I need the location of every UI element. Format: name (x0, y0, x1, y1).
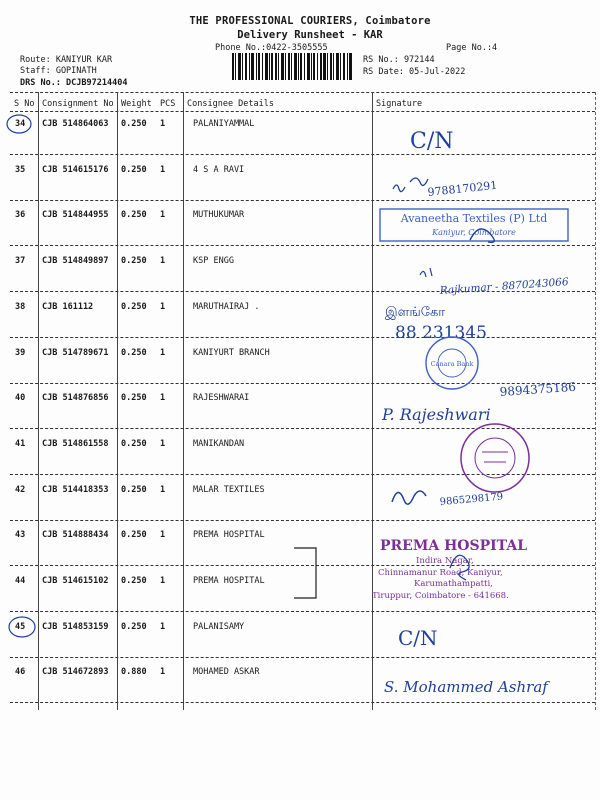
row-weight: 0.250 (121, 256, 147, 266)
row-weight: 0.250 (121, 530, 147, 540)
avaneetha-stamp-line1: Avaneetha Textiles (P) Ltd (400, 212, 548, 225)
table-row (0, 622, 600, 668)
table-top-rule (10, 92, 595, 93)
header-bottom-rule (10, 111, 595, 112)
handwriting-row-40-name: P. Rajeshwari (382, 405, 491, 424)
row-weight: 0.250 (121, 576, 147, 586)
table-row (0, 256, 600, 302)
prema-stamp-line2: Indira Nagar, (416, 556, 474, 566)
drs-number: DRS No.: DCJB97214404 (20, 78, 128, 88)
column-header-consignment: Consignment No (42, 99, 114, 109)
row-separator (10, 520, 595, 521)
row-consignee: PALANISAMY (193, 622, 245, 632)
table-row (0, 439, 600, 485)
row-separator (10, 291, 595, 292)
row-consignment-no: CJB 514888434 (42, 530, 109, 540)
row-consignment-no: CJB 514615102 (42, 576, 109, 586)
row-pcs: 1 (160, 530, 166, 540)
row-pcs: 1 (160, 119, 166, 129)
signature-row-46: S. Mohammed Ashraf (384, 678, 548, 696)
column-header-consignee: Consignee Details (187, 99, 274, 109)
row-consignee: KANIYURT BRANCH (193, 348, 270, 358)
rs-date: RS Date: 05-Jul-2022 (363, 67, 466, 77)
column-header-weight: Weight (121, 99, 152, 109)
row-sno: 35 (15, 165, 26, 175)
row-pcs: 1 (160, 439, 166, 449)
row-separator (10, 611, 595, 612)
row-pcs: 1 (160, 576, 166, 586)
phone-row-35: 9788170291 (426, 178, 498, 199)
row-pcs: 1 (160, 165, 166, 175)
phone-number: Phone No.:0422-3505555 (215, 43, 328, 53)
row-pcs: 1 (160, 348, 166, 358)
row-separator (10, 154, 595, 155)
table-row (0, 576, 600, 622)
row-pcs: 1 (160, 485, 166, 495)
column-header-signature: Signature (376, 99, 423, 109)
row-consignment-no: CJB 514853159 (42, 622, 109, 632)
table-row (0, 393, 600, 439)
row-separator (10, 657, 595, 658)
row-weight: 0.250 (121, 119, 147, 129)
row-consignment-no: CJB 514672893 (42, 667, 109, 677)
row-consignment-no: CJB 514615176 (42, 165, 109, 175)
row-sno: 44 (15, 576, 26, 586)
handwriting-row-38-name: இளங்கோ (385, 305, 446, 320)
row-consignee: MALAR TEXTILES (193, 485, 265, 495)
row-consignee: RAJESHWARAI (193, 393, 250, 403)
row-consignment-no: CJB 514849897 (42, 256, 109, 266)
row-consignee: MANIKANDAN (193, 439, 245, 449)
row-pcs: 1 (160, 622, 166, 632)
handwriting-row-40-phone: 9894375186 (499, 379, 577, 399)
row-separator (10, 200, 595, 201)
row-consignee: PREMA HOSPITAL (193, 576, 265, 586)
row-consignment-no: CJB 161112 (42, 302, 94, 312)
row-pcs: 1 (160, 302, 166, 312)
table-row (0, 348, 600, 394)
page-number: Page No.:4 (446, 43, 498, 53)
row-consignee: MUTHUKUMAR (193, 210, 245, 220)
phone-row-42: 9865298179 (439, 491, 504, 508)
avaneetha-stamp-line2: Kaniyur, Coimbatore (432, 228, 516, 237)
row-weight: 0.250 (121, 485, 147, 495)
row-sno: 40 (15, 393, 26, 403)
row-weight: 0.250 (121, 302, 147, 312)
row-weight: 0.250 (121, 622, 147, 632)
row-consignment-no: CJB 514418353 (42, 485, 109, 495)
table-row (0, 667, 600, 713)
row-sno: 38 (15, 302, 26, 312)
row-separator (10, 245, 595, 246)
prema-stamp-line4: Karumathampatti, (414, 579, 493, 589)
table-row (0, 119, 600, 165)
row-weight: 0.880 (121, 667, 147, 677)
rs-number: RS No.: 972144 (363, 55, 435, 65)
row-sno: 42 (15, 485, 26, 495)
row-sno: 36 (15, 210, 26, 220)
runsheet-subtitle: Delivery Runsheet - KAR (237, 29, 383, 41)
row-consignee: KSP ENGG (193, 256, 234, 266)
row-separator (10, 428, 595, 429)
column-header-pcs: PCS (160, 99, 176, 109)
row-consignee: MOHAMED ASKAR (193, 667, 260, 677)
row-sno: 45 (15, 622, 26, 632)
row-sno: 34 (15, 119, 26, 129)
prema-stamp-line1: PREMA HOSPITAL (380, 538, 528, 554)
row-weight: 0.250 (121, 439, 147, 449)
row-consignee: 4 S A RAVI (193, 165, 245, 175)
barcode (232, 53, 352, 80)
row-pcs: 1 (160, 210, 166, 220)
row-separator (10, 337, 595, 338)
handwriting-row-37: Rajkumar - 8870243066 (439, 276, 569, 297)
row-consignment-no: CJB 514876856 (42, 393, 109, 403)
row-sno: 41 (15, 439, 26, 449)
row-weight: 0.250 (121, 393, 147, 403)
route-label: Route: KANIYUR KAR (20, 55, 113, 65)
row-separator (10, 702, 595, 703)
row-weight: 0.250 (121, 210, 147, 220)
row-separator (10, 565, 595, 566)
row-consignment-no: CJB 514861558 (42, 439, 109, 449)
table-row (0, 210, 600, 256)
row-consignment-no: CJB 514844955 (42, 210, 109, 220)
table-row (0, 302, 600, 348)
row-consignee: PREMA HOSPITAL (193, 530, 265, 540)
column-header-sno: S No (14, 99, 35, 109)
row-consignee: MARUTHAIRAJ . (193, 302, 260, 312)
table-row (0, 530, 600, 576)
row-sno: 39 (15, 348, 26, 358)
row-consignment-no: CJB 514789671 (42, 348, 109, 358)
row-separator (10, 383, 595, 384)
signature-row-45: C/N (398, 626, 438, 650)
signature-row-34: C/N (410, 129, 454, 154)
row-sno: 43 (15, 530, 26, 540)
table-row (0, 485, 600, 531)
row-separator (10, 474, 595, 475)
company-title: THE PROFESSIONAL COURIERS, Coimbatore (189, 15, 431, 27)
row-pcs: 1 (160, 393, 166, 403)
row-consignee: PALANIYAMMAL (193, 119, 255, 129)
prema-stamp-line3: Chinnamanur Road, Kaniyur, (378, 568, 503, 578)
row-consignment-no: CJB 514864063 (42, 119, 109, 129)
table-row (0, 165, 600, 211)
row-pcs: 1 (160, 667, 166, 677)
row-sno: 46 (15, 667, 26, 677)
row-sno: 37 (15, 256, 26, 266)
row-weight: 0.250 (121, 348, 147, 358)
row-weight: 0.250 (121, 165, 147, 175)
staff-label: Staff: GOPINATH (20, 66, 97, 76)
row-pcs: 1 (160, 256, 166, 266)
canara-bank-stamp-text: Canara Bank (430, 360, 474, 368)
prema-stamp-line5: Tiruppur, Coimbatore - 641668. (372, 591, 509, 601)
handwriting-row-38-phone: 88 231345 (395, 323, 487, 343)
